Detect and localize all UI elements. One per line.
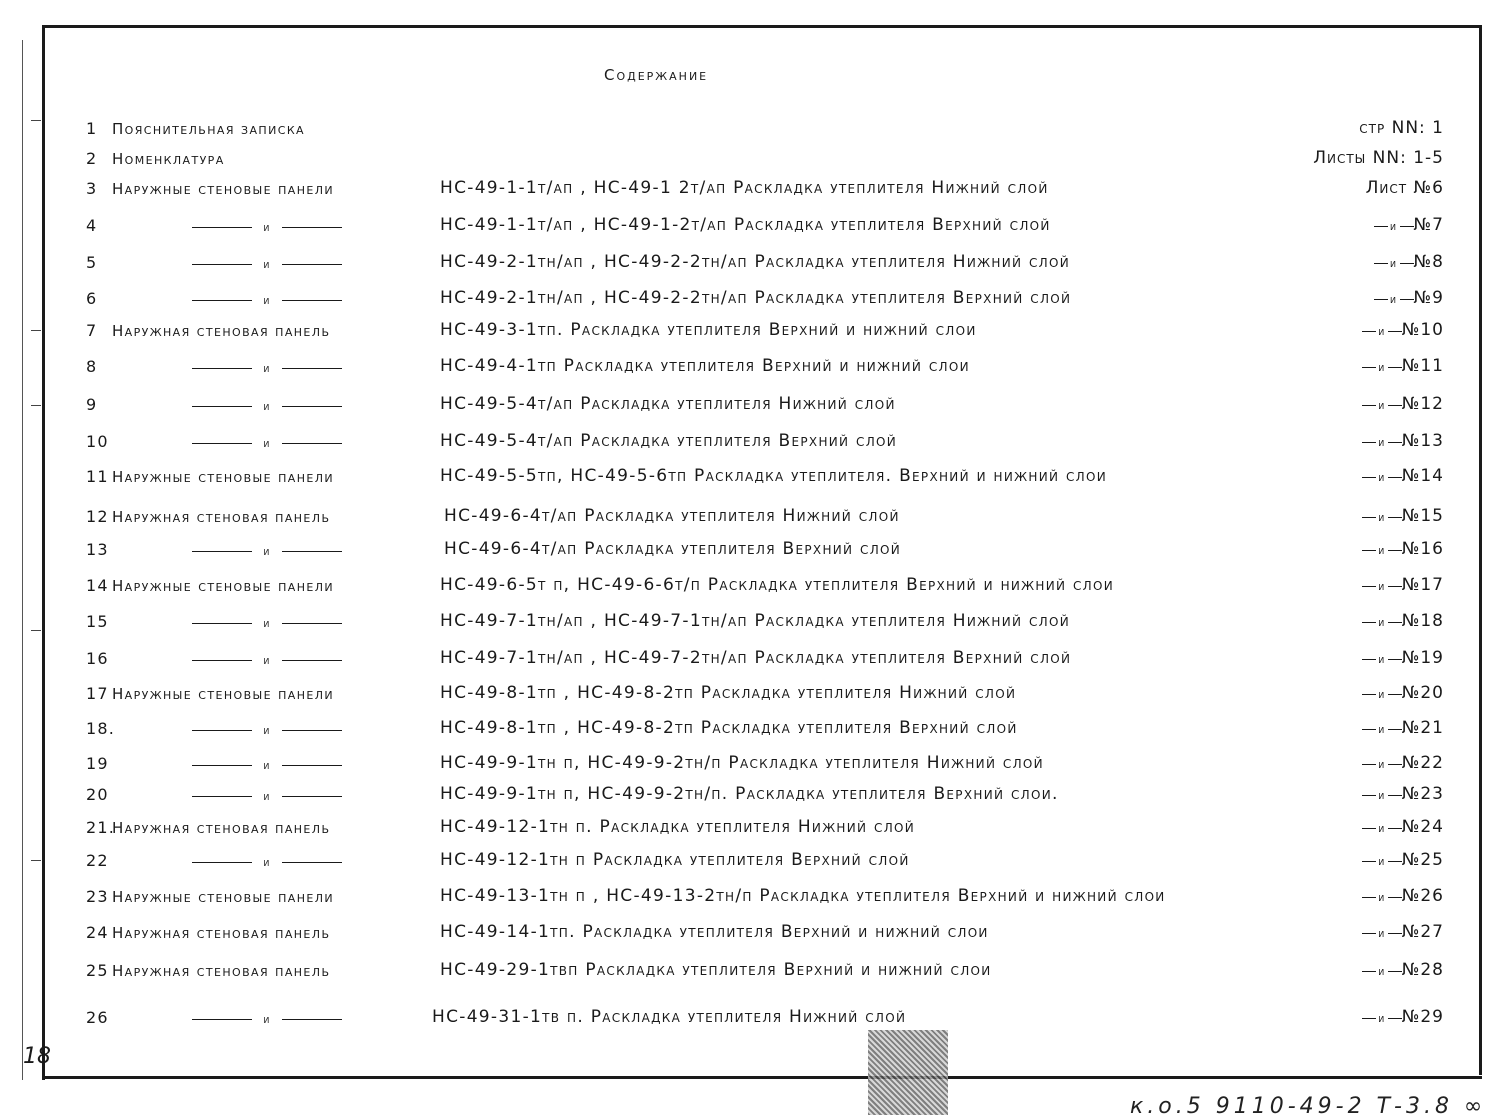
ditto-mark: и xyxy=(192,616,342,630)
row-description: НС-49-3-1тп. Раскладка утеплителя Верхний и нижний слои xyxy=(440,320,977,340)
stamp-mark xyxy=(868,1030,948,1115)
row-sheet-ref xyxy=(1362,850,1444,870)
contents-row xyxy=(86,253,342,283)
sheet-ditto-mark: и xyxy=(1362,965,1402,978)
row-description: НС-49-6-5т п, НС-49-6-6т/п Раскладка утеплителя Верхний и нижний слои xyxy=(440,575,1115,595)
ditto-mark: и xyxy=(192,855,342,869)
row-number: 14 xyxy=(86,576,109,595)
row-sheet-ref xyxy=(1374,252,1445,272)
contents-row xyxy=(86,961,330,991)
row-sheet-ref xyxy=(1362,753,1444,773)
margin-tick xyxy=(31,120,41,121)
sheet-ditto-mark: и xyxy=(1362,325,1402,338)
margin-tick xyxy=(31,860,41,861)
row-description: НС-49-12-1тн п. Раскладка утеплителя Нижний слой xyxy=(440,817,916,837)
sheet-ref-text: №9 xyxy=(1413,288,1444,308)
row-description: НС-49-2-1тн/ап , НС-49-2-2тн/ап Раскладка утеплителя Верхний слой xyxy=(440,288,1072,308)
sheet-ditto-mark: и xyxy=(1362,789,1402,802)
row-number: 22 xyxy=(86,851,109,870)
sheet-ref-text: №26 xyxy=(1401,886,1444,906)
ditto-mark: и xyxy=(192,220,342,234)
row-sheet-ref xyxy=(1362,320,1444,340)
row-number: 9 xyxy=(86,395,98,414)
row-label: Наружная стеновая панель xyxy=(112,322,331,340)
contents-row xyxy=(86,684,334,714)
row-sheet-ref xyxy=(1362,817,1444,837)
sheet-ref-text: №16 xyxy=(1401,539,1444,559)
row-number: 10 xyxy=(86,432,109,451)
ditto-mark: и xyxy=(192,436,342,450)
contents-row xyxy=(86,149,225,179)
sheet-ditto-mark: и xyxy=(1362,855,1402,868)
row-label: Наружная стеновая панель xyxy=(112,819,331,837)
row-number: 19 xyxy=(86,754,109,773)
row-label: Наружная стеновая панель xyxy=(112,924,331,942)
contents-row xyxy=(86,1008,342,1038)
row-number: 16 xyxy=(86,649,109,668)
row-description: НС-49-31-1тв п. Раскладка утеплителя Нижний слой xyxy=(432,1007,907,1027)
contents-row xyxy=(86,357,342,387)
row-number: 25 xyxy=(86,961,109,980)
footer-code: к.о.5 9110-49-2 Т-3.8 ∞ xyxy=(1130,1094,1487,1119)
row-description: НС-49-8-1тп , НС-49-8-2тп Раскладка утеплителя Верхний слой xyxy=(440,718,1018,738)
row-number: 18. xyxy=(86,719,116,738)
row-label: Наружная стеновая панель xyxy=(112,962,331,980)
sheet-ref-text: №8 xyxy=(1413,252,1444,272)
row-description: НС-49-7-1тн/ап , НС-49-7-2тн/ап Раскладка утеплителя Верхний слой xyxy=(440,648,1072,668)
row-sheet-ref xyxy=(1362,718,1444,738)
sheet-ref-text: №29 xyxy=(1401,1007,1444,1027)
frame-top-border xyxy=(42,25,1482,28)
sheet-ref-text: №18 xyxy=(1401,611,1444,631)
row-number: 4 xyxy=(86,216,98,235)
row-sheet-ref xyxy=(1362,611,1444,631)
row-description: НС-49-8-1тп , НС-49-8-2тп Раскладка утеплителя Нижний слой xyxy=(440,683,1017,703)
contents-row xyxy=(86,119,305,149)
sheet-ditto-mark: и xyxy=(1362,471,1402,484)
sheet-ref-text: Листы NN: 1-5 xyxy=(1313,148,1444,168)
sheet-ref-text: №25 xyxy=(1401,850,1444,870)
row-number: 21. xyxy=(86,818,116,837)
contents-row xyxy=(86,467,334,497)
ditto-mark: и xyxy=(192,758,342,772)
contents-row xyxy=(86,395,342,425)
frame-bottom-border xyxy=(42,1076,1482,1079)
sheet-ref-text: №27 xyxy=(1401,922,1444,942)
sheet-ditto-mark: и xyxy=(1362,927,1402,940)
row-number: 8 xyxy=(86,357,98,376)
row-sheet-ref xyxy=(1362,886,1444,906)
sheet-ditto-mark: и xyxy=(1362,758,1402,771)
sheet-ditto-mark: и xyxy=(1362,580,1402,593)
row-description: НС-49-5-4т/ап Раскладка утеплителя Верхний слой xyxy=(440,431,898,451)
row-description: НС-49-1-1т/ап , НС-49-1-2т/ап Раскладка утеплителя Верхний слой xyxy=(440,215,1051,235)
row-sheet-ref xyxy=(1362,466,1444,486)
row-number: 23 xyxy=(86,887,109,906)
sheet-ref-text: №13 xyxy=(1401,431,1444,451)
sheet-ditto-mark: и xyxy=(1362,436,1402,449)
margin-tick xyxy=(31,630,41,631)
contents-row xyxy=(86,216,342,246)
sheet-ref-text: стр NN: 1 xyxy=(1359,118,1444,138)
sheet-ditto-mark: и xyxy=(1362,1012,1402,1025)
contents-row xyxy=(86,179,334,209)
row-sheet-ref xyxy=(1374,288,1445,308)
row-number: 24 xyxy=(86,923,109,942)
row-number: 7 xyxy=(86,321,98,340)
row-sheet-ref xyxy=(1362,1007,1444,1027)
sheet-ditto-mark: и xyxy=(1374,220,1414,233)
binding-margin-line xyxy=(22,40,23,1080)
ditto-mark: и xyxy=(192,257,342,271)
row-description: НС-49-6-4т/ап Раскладка утеплителя Верхний слой xyxy=(444,539,902,559)
row-sheet-ref xyxy=(1362,922,1444,942)
contents-row xyxy=(86,818,330,848)
row-label: Наружные стеновые панели xyxy=(112,468,335,486)
row-label: Наружная стеновая панель xyxy=(112,508,331,526)
sheet-ref-text: №14 xyxy=(1401,466,1444,486)
contents-row xyxy=(86,851,342,881)
sheet-ref-text: №23 xyxy=(1401,784,1444,804)
sheet-ref-text: №22 xyxy=(1401,753,1444,773)
row-number: 2 xyxy=(86,149,98,168)
margin-tick xyxy=(31,405,41,406)
row-sheet-ref xyxy=(1359,118,1444,138)
row-number: 20 xyxy=(86,785,109,804)
row-number: 13 xyxy=(86,540,109,559)
contents-row xyxy=(86,321,330,351)
sheet-ref-text: №21 xyxy=(1401,718,1444,738)
row-description: НС-49-4-1тп Раскладка утеплителя Верхний и нижний слои xyxy=(440,356,970,376)
sheet-ditto-mark: и xyxy=(1362,891,1402,904)
sheet-ref-text: №7 xyxy=(1413,215,1444,235)
frame-right-border xyxy=(1479,25,1482,1075)
row-description: НС-49-13-1тн п , НС-49-13-2тн/п Раскладка утеплителя Верхний и нижний слои xyxy=(440,886,1166,906)
row-number: 15 xyxy=(86,612,109,631)
row-description: НС-49-5-5тп, НС-49-5-6тп Раскладка утеплителя. Верхний и нижний слои xyxy=(440,466,1107,486)
row-description: НС-49-2-1тн/ап , НС-49-2-2тн/ап Раскладка утеплителя Нижний слой xyxy=(440,252,1070,272)
sheet-ref-text: №19 xyxy=(1401,648,1444,668)
ditto-mark: и xyxy=(192,361,342,375)
row-sheet-ref xyxy=(1313,148,1444,168)
sheet-ref-text: №15 xyxy=(1401,506,1444,526)
contents-row xyxy=(86,785,342,815)
sheet-ditto-mark: и xyxy=(1362,822,1402,835)
row-number: 17 xyxy=(86,684,109,703)
row-number: 5 xyxy=(86,253,98,272)
row-sheet-ref xyxy=(1362,784,1444,804)
sheet-ref-text: №17 xyxy=(1401,575,1444,595)
row-number: 3 xyxy=(86,179,98,198)
ditto-mark: и xyxy=(192,293,342,307)
row-description: НС-49-1-1т/ап , НС-49-1 2т/ап Раскладка утеплителя Нижний слой xyxy=(440,178,1049,198)
row-label: Номенклатура xyxy=(112,150,225,168)
row-description: НС-49-7-1тн/ап , НС-49-7-1тн/ап Раскладка утеплителя Нижний слой xyxy=(440,611,1070,631)
contents-row xyxy=(86,432,342,462)
row-sheet-ref xyxy=(1366,178,1444,198)
sheet-ref-text: №24 xyxy=(1401,817,1444,837)
page-number: 18 xyxy=(23,1044,51,1069)
row-label: Наружные стеновые панели xyxy=(112,888,335,906)
frame-left-border xyxy=(42,25,45,1080)
sheet-ref-text: Лист №6 xyxy=(1365,178,1444,198)
row-sheet-ref xyxy=(1362,356,1444,376)
contents-row xyxy=(86,576,334,606)
sheet-ditto-mark: и xyxy=(1362,616,1402,629)
sheet-ditto-mark: и xyxy=(1362,653,1402,666)
row-sheet-ref xyxy=(1362,539,1444,559)
sheet-ditto-mark: и xyxy=(1362,688,1402,701)
sheet-ref-text: №12 xyxy=(1401,394,1444,414)
contents-row xyxy=(86,719,342,749)
ditto-mark: и xyxy=(192,789,342,803)
row-number: 6 xyxy=(86,289,98,308)
contents-row xyxy=(86,923,330,953)
contents-row xyxy=(86,754,342,784)
ditto-mark: и xyxy=(192,399,342,413)
sheet-ditto-mark: и xyxy=(1362,361,1402,374)
row-description: НС-49-5-4т/ап Раскладка утеплителя Нижний слой xyxy=(440,394,896,414)
row-label: Пояснительная записка xyxy=(112,120,305,138)
row-description: НС-49-9-1тн п, НС-49-9-2тн/п Раскладка утеплителя Нижний слой xyxy=(440,753,1044,773)
contents-row xyxy=(86,507,330,537)
row-description: НС-49-29-1твп Раскладка утеплителя Верхний и нижний слои xyxy=(440,960,992,980)
ditto-mark: и xyxy=(192,544,342,558)
contents-row xyxy=(86,540,342,570)
row-sheet-ref xyxy=(1362,683,1444,703)
row-sheet-ref xyxy=(1362,431,1444,451)
row-description: НС-49-12-1тн п Раскладка утеплителя Верхний слой xyxy=(440,850,910,870)
row-sheet-ref xyxy=(1362,575,1444,595)
sheet-ditto-mark: и xyxy=(1362,399,1402,412)
ditto-mark: и xyxy=(192,1012,342,1026)
ditto-mark: и xyxy=(192,653,342,667)
row-description: НС-49-14-1тп. Раскладка утеплителя Верхний и нижний слои xyxy=(440,922,989,942)
sheet-ref-text: №10 xyxy=(1401,320,1444,340)
sheet-ref-text: №28 xyxy=(1401,960,1444,980)
row-sheet-ref xyxy=(1374,215,1445,235)
margin-tick xyxy=(31,330,41,331)
contents-row xyxy=(86,887,334,917)
row-label: Наружные стеновые панели xyxy=(112,180,335,198)
sheet-ref-text: №20 xyxy=(1401,683,1444,703)
row-sheet-ref xyxy=(1362,394,1444,414)
sheet-ditto-mark: и xyxy=(1362,544,1402,557)
row-sheet-ref xyxy=(1362,506,1444,526)
row-label: Наружные стеновые панели xyxy=(112,577,335,595)
page-title: Содержание xyxy=(604,66,709,84)
contents-row xyxy=(86,649,342,679)
row-description: НС-49-6-4т/ап Раскладка утеплителя Нижний слой xyxy=(444,506,900,526)
row-sheet-ref xyxy=(1362,648,1444,668)
sheet-ditto-mark: и xyxy=(1374,293,1414,306)
sheet-ditto-mark: и xyxy=(1362,723,1402,736)
row-number: 1 xyxy=(86,119,98,138)
row-number: 26 xyxy=(86,1008,109,1027)
row-description: НС-49-9-1тн п, НС-49-9-2тн/п. Раскладка утеплителя Верхний слои. xyxy=(440,784,1059,804)
sheet-ref-text: №11 xyxy=(1401,356,1444,376)
row-number: 11 xyxy=(86,467,109,486)
row-number: 12 xyxy=(86,507,109,526)
contents-row xyxy=(86,289,342,319)
ditto-mark: и xyxy=(192,723,342,737)
sheet-ditto-mark: и xyxy=(1362,511,1402,524)
sheet-ditto-mark: и xyxy=(1374,257,1414,270)
row-sheet-ref xyxy=(1362,960,1444,980)
row-label: Наружные стеновые панели xyxy=(112,685,335,703)
contents-row xyxy=(86,612,342,642)
